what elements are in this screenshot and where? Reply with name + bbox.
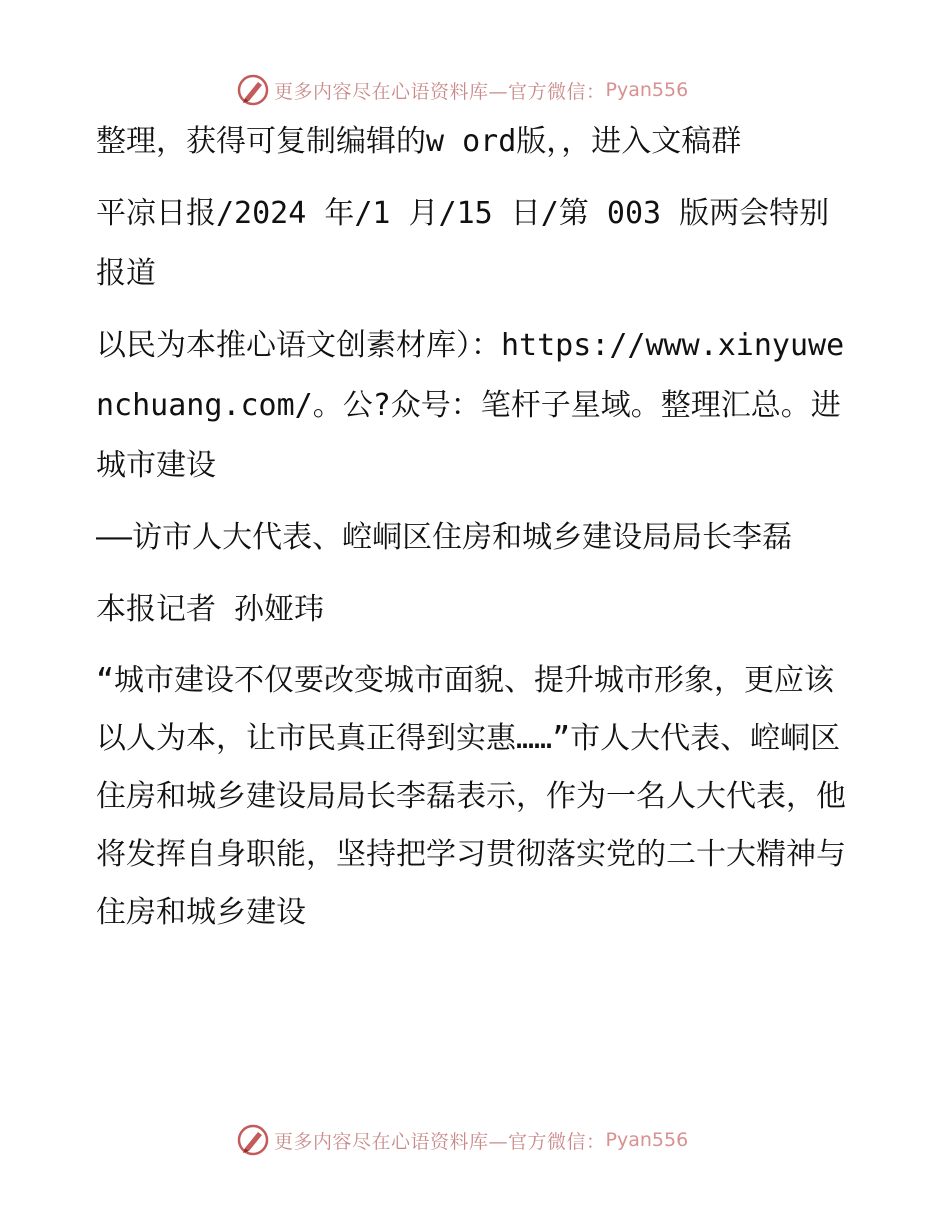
document-body [96,112,856,942]
subheadline: ——访市人大代表、崆峒区住房和城乡建设局局长李磊 [96,520,793,555]
intro-line: 整理，获得可复制编辑的w ord版，，进入文稿群 [96,124,742,159]
watermark-text: 更多内容尽在心语资料库—官方微信： [274,80,606,103]
watermark-wechat-id: Pyan556 [605,79,689,101]
source-line: 平凉日报/2024 年/1 月/15 日/第 003 版两会特别报道 [96,196,830,291]
byline: 本报记者 孙娅玮 [96,592,325,627]
headline: 以民为本推心语文创素材库）：https://www.xinyuwenchuang.com/。公?众号：笔杆子星域。整理汇总。进城市建设 [96,328,845,483]
header-watermark [236,72,688,108]
body-paragraph: “城市建设不仅要改变城市面貌、提升城市形象，更应该以人为本，让市民真正得到实惠……”市人大代表、崆峒区住房和城乡建设局局长李磊表示，作为一名人大代表，他将发挥自身职能，坚持把学习贯彻落实党的二十大精神与住房和城乡建设 [96,663,846,930]
watermark-text: 更多内容尽在心语资料库—官方微信： [274,1130,606,1153]
watermark-wechat-id: Pyan556 [605,1129,689,1151]
pen-logo-icon [236,73,270,107]
pen-logo-icon [236,1123,270,1157]
footer-watermark [236,1122,688,1158]
